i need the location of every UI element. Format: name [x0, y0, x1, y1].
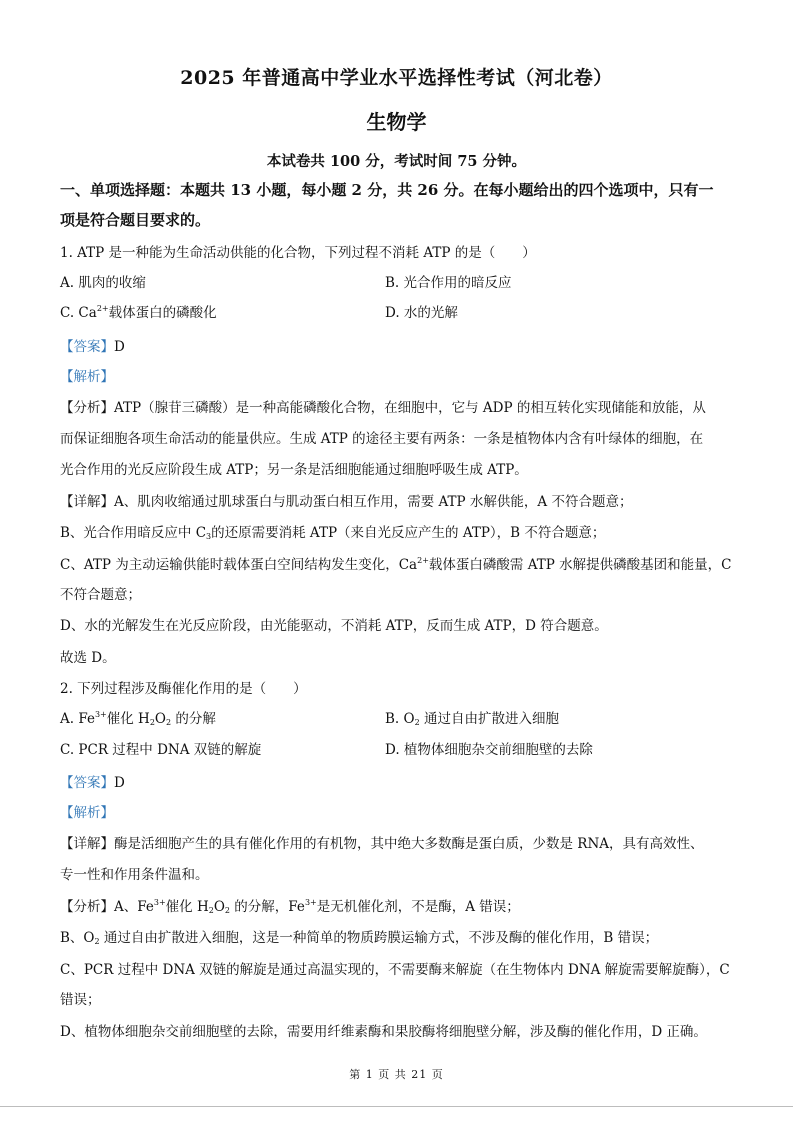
- section-heading-line-1: 一、单项选择题：本题共 13 小题，每小题 2 分，共 26 分。在每小题给出的四个选项中，只有一: [60, 181, 714, 199]
- q1-option-b: B. 光合作用的暗反应: [385, 275, 512, 291]
- q2-option-c: C. PCR 过程中 DNA 双链的解旋: [60, 742, 262, 758]
- q2-detail-line-2: 专一性和作用条件温和。: [60, 867, 209, 883]
- q2-option-d: D. 植物体细胞杂交前细胞壁的去除: [385, 742, 593, 758]
- section-heading-line-2: 项是符合题目要求的。: [60, 211, 211, 229]
- q1-detail-a: 【详解】A、肌肉收缩通过肌球蛋白与肌动蛋白相互作用，需要 ATP 水解供能，A 不符合题意；: [60, 494, 633, 510]
- q2-analysis-b: B、$O_2$ 通过自由扩散进入细胞，这是一种简单的物质跨膜运输方式，不涉及酶的催化作用，B 错误；: [60, 930, 659, 946]
- q1-conclusion: 故选 D。: [60, 650, 116, 666]
- q2-analysis-a: 【分析】A、$Fe^{3+}$催化 $H_2O_2$ 的分解，$Fe^{3+}$是无机催化剂，不是酶，A 错误；: [60, 898, 520, 915]
- answer-tag: 【答案】: [60, 339, 114, 355]
- subject-title: 生物学: [366, 110, 427, 134]
- exam-title: 2025 年普通高中学业水平选择性考试（河北卷）: [180, 67, 613, 89]
- q2-stem: 2. 下列过程涉及酶催化作用的是（ ）: [60, 681, 307, 697]
- q1-detail-c-cont: 不符合题意；: [60, 587, 141, 603]
- q2-analysis-tag: 【解析】: [60, 805, 114, 821]
- q1-analysis-tag: 【解析】: [60, 369, 114, 385]
- q1-answer: 【答案】D: [60, 339, 125, 355]
- q1-analysis-line-2: 而保证细胞各项生命活动的能量供应。生成 ATP 的途径主要有两条：一条是植物体内含有叶绿体的细胞，在: [60, 431, 704, 447]
- q1-detail-b: B、光合作用暗反应中 $C_3$的还原需要消耗 ATP（来自光反应产生的 ATP），B 不符合题意；: [60, 525, 606, 541]
- page-bottom-divider: [0, 1106, 793, 1107]
- page-footer: 第 1 页 共 21 页: [349, 1068, 444, 1081]
- q2-option-b: B. $O_2$ 通过自由扩散进入细胞: [385, 711, 559, 727]
- q2-answer: 【答案】D: [60, 775, 125, 791]
- q1-option-c: C. $Ca^{2+}$载体蛋白的磷酸化: [60, 304, 217, 321]
- q1-analysis-line-1: 【分析】ATP（腺苷三磷酸）是一种高能磷酸化合物，在细胞中，它与 ADP 的相互转化实现储能和放能，从: [60, 400, 706, 416]
- exam-info: 本试卷共 100 分，考试时间 75 分钟。: [266, 153, 527, 170]
- q2-analysis-d: D、植物体细胞杂交前细胞壁的去除，需要用纤维素酶和果胶酶将细胞壁分解，涉及酶的催化作用，D 正确。: [60, 1024, 707, 1040]
- q1-detail-d: D、水的光解发生在光反应阶段，由光能驱动，不消耗 ATP，反而生成 ATP，D 符合题意。: [60, 618, 608, 634]
- q2-option-a: A. $Fe^{3+}$催化 $H_2O_2$ 的分解: [60, 710, 216, 727]
- q1-option-a: A. 肌肉的收缩: [60, 275, 146, 291]
- q1-stem: 1. ATP 是一种能为生命活动供能的化合物，下列过程不消耗 ATP 的是（ ）: [60, 245, 536, 261]
- answer-tag: 【答案】: [60, 775, 114, 791]
- q2-analysis-c-cont: 错误；: [60, 992, 101, 1008]
- q1-analysis-line-3: 光合作用的光反应阶段生成 ATP；另一条是活细胞能通过细胞呼吸生成 ATP。: [60, 462, 528, 478]
- q1-option-d: D. 水的光解: [385, 305, 458, 321]
- q2-analysis-c: C、PCR 过程中 DNA 双链的解旋是通过高温实现的，不需要酶来解旋（在生物体内 DNA 解旋需要解旋酶），C: [60, 962, 730, 978]
- q1-detail-c: C、ATP 为主动运输供能时载体蛋白空间结构发生变化，$Ca^{2+}$载体蛋白磷酸需 ATP 水解提供磷酸基团和能量，C: [60, 556, 732, 573]
- q2-detail-line-1: 【详解】酶是活细胞产生的具有催化作用的有机物，其中绝大多数酶是蛋白质，少数是 RNA，具有高效性、: [60, 836, 704, 852]
